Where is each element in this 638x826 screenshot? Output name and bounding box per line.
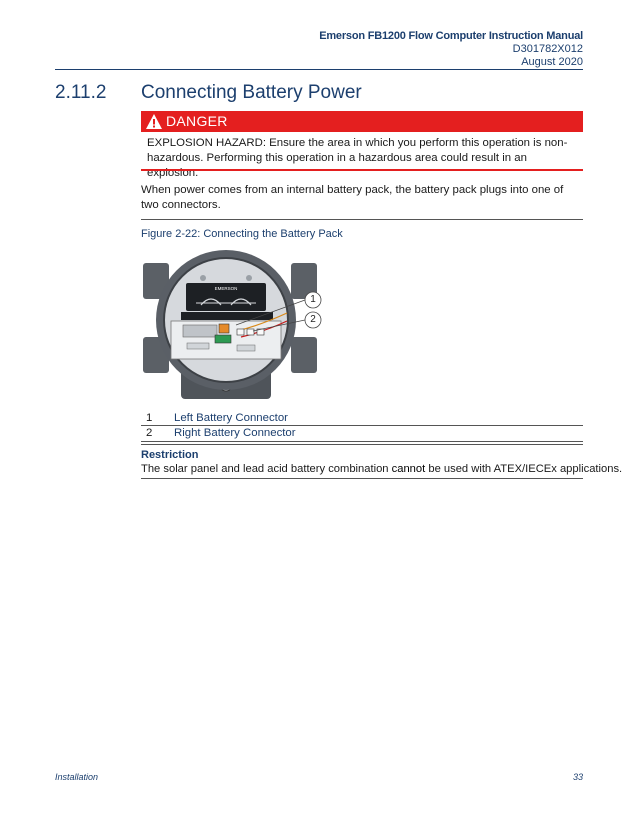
figure-callout-1: 1 — [310, 294, 316, 305]
restriction-emphasis: cannot — [391, 463, 426, 475]
restriction-divider — [141, 478, 583, 479]
section-number: 2.11.2 — [55, 82, 107, 103]
legend-divider — [141, 444, 583, 445]
legend-divider — [141, 441, 583, 442]
manual-title: Emerson FB1200 Flow Computer Instruction Manual — [319, 30, 583, 42]
header-divider — [55, 69, 583, 70]
battery-pack-figure — [141, 245, 341, 403]
danger-banner — [141, 111, 583, 132]
document-date: August 2020 — [521, 56, 583, 68]
legend-number: 2 — [146, 427, 153, 439]
footer-section: Installation — [55, 772, 99, 782]
page-header — [319, 30, 583, 69]
document-number: D301782X012 — [512, 43, 583, 55]
figure-brand-text: EMERSON — [214, 286, 238, 291]
danger-divider — [141, 169, 583, 171]
danger-label: DANGER — [166, 113, 228, 129]
body-paragraph: When power comes from an internal battery pack, the battery pack plugs into one of two connectors. — [141, 184, 564, 211]
paragraph-divider — [141, 219, 583, 220]
legend-label: Left Battery Connector — [174, 412, 288, 424]
restriction-text-before: The solar panel and lead acid battery combination — [141, 463, 392, 475]
danger-message: EXPLOSION HAZARD: Ensure the area in which you perform this operation is non-hazardous. Performing this operation in a hazardous area could result in an explosion. — [147, 137, 568, 179]
restriction-text — [141, 462, 623, 477]
restriction-text-after: be used with ATEX/IECEx applications. — [425, 463, 623, 475]
figure-callout-2: 2 — [310, 314, 316, 325]
legend-label: Right Battery Connector — [174, 427, 296, 439]
restriction-title: Restriction — [141, 449, 199, 461]
warning-triangle-icon — [145, 113, 163, 130]
figure-caption: Figure 2-22: Connecting the Battery Pack — [141, 228, 343, 240]
legend-number: 1 — [146, 412, 153, 424]
page-number: 33 — [572, 772, 583, 782]
section-title: Connecting Battery Power — [141, 82, 362, 103]
